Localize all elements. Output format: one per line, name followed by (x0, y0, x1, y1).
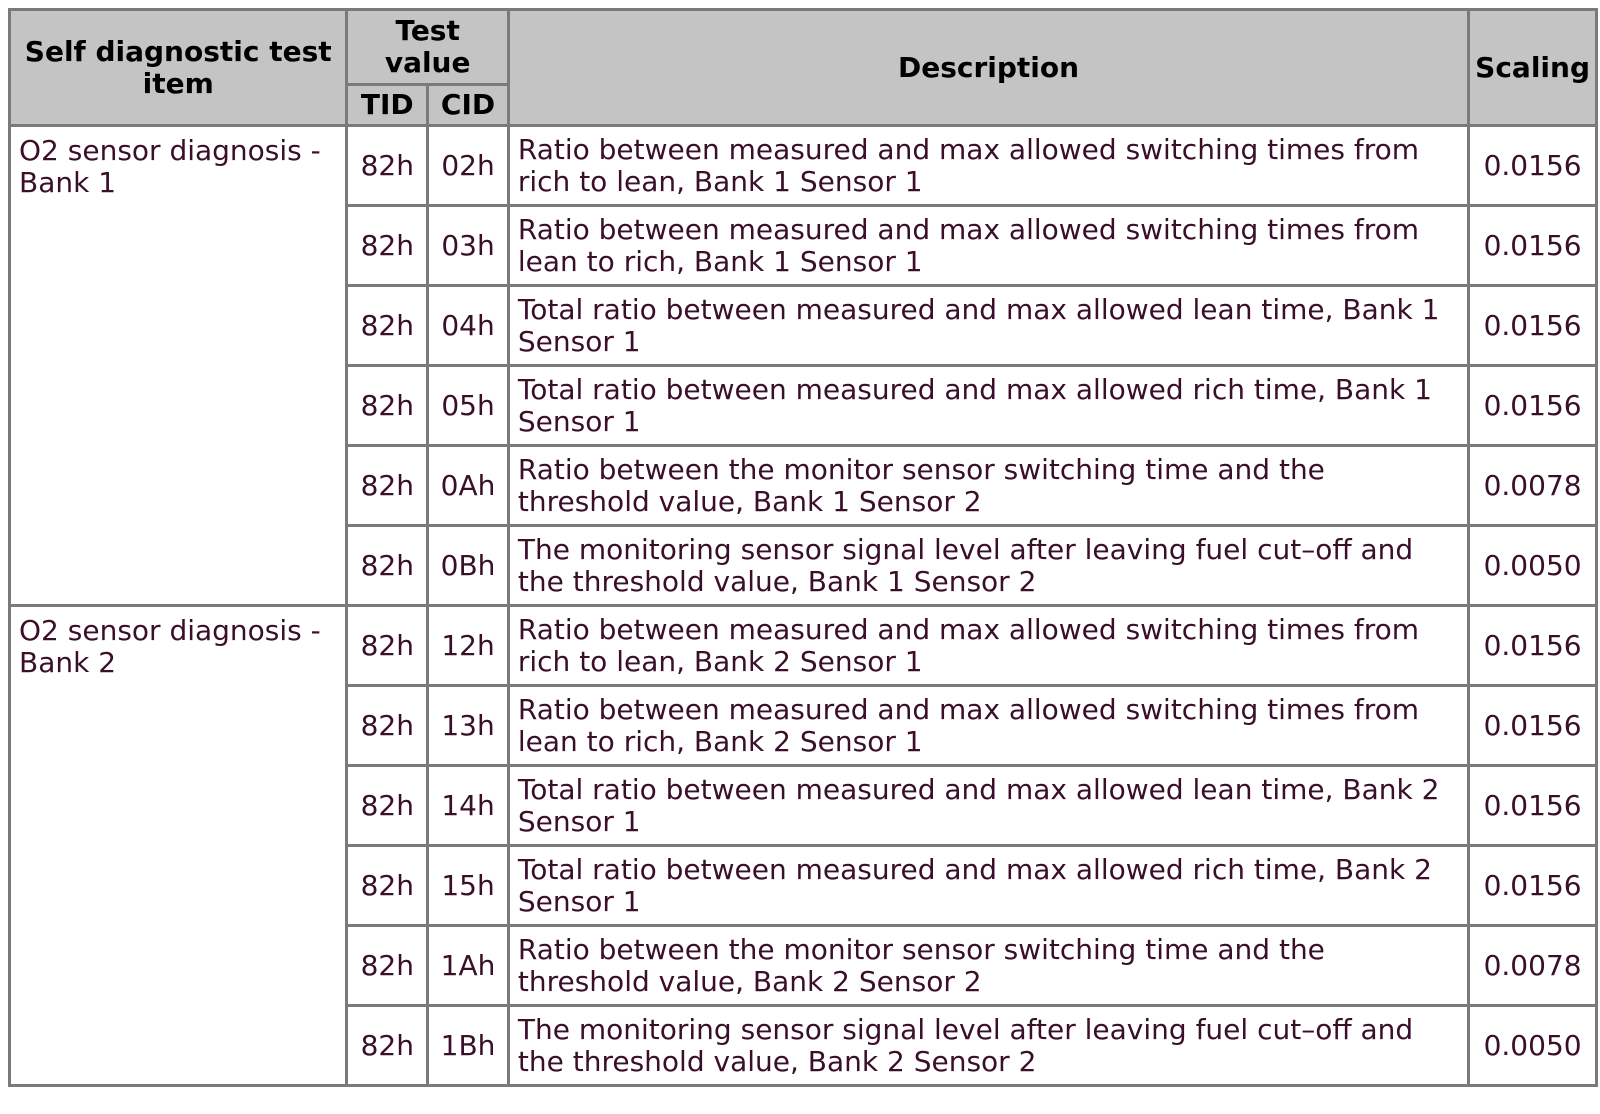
description-cell: Ratio between the monitor sensor switching time and the threshold value, Bank 2 Sensor 2 (510, 927, 1467, 1004)
cid-cell: 05h (429, 367, 507, 444)
cid-cell: 12h (429, 607, 507, 684)
header-description: Description (510, 11, 1467, 124)
diagnostic-table (8, 8, 1598, 1087)
table-container (8, 8, 1598, 1087)
cid-cell: 0Bh (429, 527, 507, 604)
tid-cell: 82h (348, 367, 426, 444)
table-row (11, 607, 1595, 684)
description-cell: Ratio between the monitor sensor switching time and the threshold value, Bank 1 Sensor 2 (510, 447, 1467, 524)
scaling-cell: 0.0156 (1470, 687, 1595, 764)
cid-cell: 04h (429, 287, 507, 364)
cid-cell: 1Bh (429, 1007, 507, 1084)
tid-cell: 82h (348, 207, 426, 284)
description-cell: Total ratio between measured and max allowed rich time, Bank 2 Sensor 1 (510, 847, 1467, 924)
scaling-cell: 0.0156 (1470, 607, 1595, 684)
tid-cell: 82h (348, 687, 426, 764)
cid-cell: 14h (429, 767, 507, 844)
scaling-cell: 0.0156 (1470, 127, 1595, 204)
scaling-cell: 0.0156 (1470, 207, 1595, 284)
description-cell: Total ratio between measured and max allowed lean time, Bank 2 Sensor 1 (510, 767, 1467, 844)
tid-cell: 82h (348, 607, 426, 684)
scaling-cell: 0.0078 (1470, 447, 1595, 524)
header-test-value: Test value (348, 11, 506, 83)
scaling-cell: 0.0078 (1470, 927, 1595, 1004)
tid-cell: 82h (348, 847, 426, 924)
tid-cell: 82h (348, 447, 426, 524)
cid-cell: 1Ah (429, 927, 507, 1004)
cid-cell: 15h (429, 847, 507, 924)
tid-cell: 82h (348, 767, 426, 844)
description-cell: Total ratio between measured and max allowed lean time, Bank 1 Sensor 1 (510, 287, 1467, 364)
scaling-cell: 0.0156 (1470, 847, 1595, 924)
tid-cell: 82h (348, 127, 426, 204)
scaling-cell: 0.0156 (1470, 287, 1595, 364)
header-tid: TID (348, 86, 426, 124)
tid-cell: 82h (348, 927, 426, 1004)
tid-cell: 82h (348, 527, 426, 604)
description-cell: The monitoring sensor signal level after leaving fuel cut–off and the threshold value, Bank 2 Sensor 2 (510, 1007, 1467, 1084)
scaling-cell: 0.0156 (1470, 767, 1595, 844)
cid-cell: 13h (429, 687, 507, 764)
scaling-cell: 0.0050 (1470, 527, 1595, 604)
cid-cell: 02h (429, 127, 507, 204)
description-cell: Ratio between measured and max allowed switching times from lean to rich, Bank 1 Sensor 1 (510, 207, 1467, 284)
description-cell: Ratio between measured and max allowed switching times from rich to lean, Bank 1 Sensor 1 (510, 127, 1467, 204)
description-cell: The monitoring sensor signal level after leaving fuel cut–off and the threshold value, Bank 1 Sensor 2 (510, 527, 1467, 604)
description-cell: Total ratio between measured and max allowed rich time, Bank 1 Sensor 1 (510, 367, 1467, 444)
scaling-cell: 0.0156 (1470, 367, 1595, 444)
tid-cell: 82h (348, 1007, 426, 1084)
group-item-label: O2 sensor diagnosis - Bank 1 (11, 127, 345, 604)
cid-cell: 03h (429, 207, 507, 284)
group-item-label: O2 sensor diagnosis - Bank 2 (11, 607, 345, 1084)
tid-cell: 82h (348, 287, 426, 364)
header-scaling: Scaling (1470, 11, 1595, 124)
scaling-cell: 0.0050 (1470, 1007, 1595, 1084)
cid-cell: 0Ah (429, 447, 507, 524)
table-row (11, 127, 1595, 204)
description-cell: Ratio between measured and max allowed switching times from rich to lean, Bank 2 Sensor 1 (510, 607, 1467, 684)
description-cell: Ratio between measured and max allowed switching times from lean to rich, Bank 2 Sensor 1 (510, 687, 1467, 764)
header-cid: CID (429, 86, 507, 124)
header-row-1 (11, 11, 1595, 83)
header-item: Self diagnostic test item (11, 11, 345, 124)
